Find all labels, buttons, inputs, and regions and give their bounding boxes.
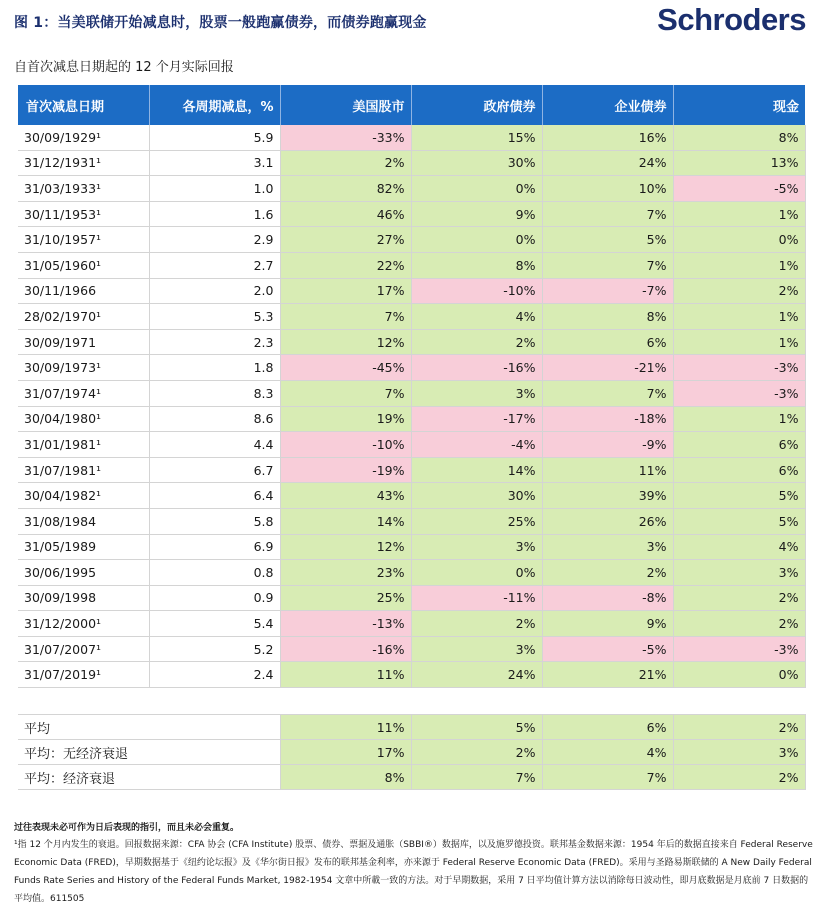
- table-row: [18, 252, 805, 278]
- govt-bonds-cell: 3%: [411, 534, 542, 560]
- table-row: [18, 380, 805, 406]
- past-performance-note: 过往表现未必可作为日后表现的指引，而且未必会重复。: [14, 823, 240, 833]
- cut-date-cell: 31/07/1981¹: [18, 457, 149, 483]
- corp-bonds-cell: 7%: [542, 252, 673, 278]
- corp-bonds-cell: -5%: [542, 636, 673, 662]
- table-row: [18, 636, 805, 662]
- cut-percent-cell: 5.4: [149, 611, 280, 637]
- returns-table: [18, 85, 806, 790]
- table-row: [18, 483, 805, 509]
- header-us-equities: 美国股市: [280, 85, 411, 125]
- corp-bonds-cell: -9%: [542, 432, 673, 458]
- corp-bonds-cell: 9%: [542, 611, 673, 637]
- avg-govt-bonds-cell: 2%: [411, 740, 542, 765]
- cash-cell: 0%: [673, 227, 805, 253]
- cut-percent-cell: 3.1: [149, 150, 280, 176]
- cut-percent-cell: 6.7: [149, 457, 280, 483]
- cash-cell: 2%: [673, 611, 805, 637]
- cash-cell: -3%: [673, 355, 805, 381]
- cash-cell: -3%: [673, 380, 805, 406]
- govt-bonds-cell: -4%: [411, 432, 542, 458]
- avg-us-equities-cell: 8%: [280, 765, 411, 790]
- cut-date-cell: 31/05/1960¹: [18, 252, 149, 278]
- cut-date-cell: 30/11/1953¹: [18, 201, 149, 227]
- us-equities-cell: -33%: [280, 125, 411, 150]
- cut-percent-cell: 2.4: [149, 662, 280, 688]
- table-row: [18, 611, 805, 637]
- govt-bonds-cell: -17%: [411, 406, 542, 432]
- average-label: 平均：无经济衰退: [18, 740, 280, 765]
- cut-percent-cell: 2.0: [149, 278, 280, 304]
- us-equities-cell: 19%: [280, 406, 411, 432]
- average-label: 平均：经济衰退: [18, 765, 280, 790]
- govt-bonds-cell: 24%: [411, 662, 542, 688]
- cut-date-cell: 31/05/1989: [18, 534, 149, 560]
- table-row: [18, 278, 805, 304]
- spacer-cell: [18, 688, 805, 715]
- spacer-row: [18, 688, 805, 715]
- cut-date-cell: 30/09/1929¹: [18, 125, 149, 150]
- cash-cell: 6%: [673, 457, 805, 483]
- corp-bonds-cell: 39%: [542, 483, 673, 509]
- corp-bonds-cell: -7%: [542, 278, 673, 304]
- cut-date-cell: 30/11/1966: [18, 278, 149, 304]
- us-equities-cell: 46%: [280, 201, 411, 227]
- avg-us-equities-cell: 11%: [280, 715, 411, 740]
- cut-date-cell: 31/10/1957¹: [18, 227, 149, 253]
- corp-bonds-cell: 2%: [542, 560, 673, 586]
- us-equities-cell: 25%: [280, 585, 411, 611]
- govt-bonds-cell: 2%: [411, 329, 542, 355]
- govt-bonds-cell: 30%: [411, 483, 542, 509]
- cut-percent-cell: 1.8: [149, 355, 280, 381]
- corp-bonds-cell: 24%: [542, 150, 673, 176]
- table-row: [18, 508, 805, 534]
- cut-percent-cell: 8.6: [149, 406, 280, 432]
- cash-cell: 4%: [673, 534, 805, 560]
- cut-date-cell: 30/09/1998: [18, 585, 149, 611]
- cash-cell: 5%: [673, 508, 805, 534]
- table-row: [18, 176, 805, 202]
- corp-bonds-cell: 16%: [542, 125, 673, 150]
- us-equities-cell: 22%: [280, 252, 411, 278]
- header-cash: 现金: [673, 85, 805, 125]
- us-equities-cell: 7%: [280, 380, 411, 406]
- cash-cell: 3%: [673, 560, 805, 586]
- avg-govt-bonds-cell: 5%: [411, 715, 542, 740]
- average-row: [18, 740, 805, 765]
- cut-percent-cell: 0.9: [149, 585, 280, 611]
- us-equities-cell: 43%: [280, 483, 411, 509]
- cut-percent-cell: 1.0: [149, 176, 280, 202]
- table-row: [18, 201, 805, 227]
- cash-cell: 6%: [673, 432, 805, 458]
- average-label: 平均: [18, 715, 280, 740]
- cut-date-cell: 28/02/1970¹: [18, 304, 149, 330]
- cut-percent-cell: 6.9: [149, 534, 280, 560]
- table-row: [18, 406, 805, 432]
- table-row: [18, 534, 805, 560]
- corp-bonds-cell: 21%: [542, 662, 673, 688]
- cut-date-cell: 31/03/1933¹: [18, 176, 149, 202]
- us-equities-cell: 23%: [280, 560, 411, 586]
- cut-date-cell: 30/09/1973¹: [18, 355, 149, 381]
- cut-date-cell: 30/06/1995: [18, 560, 149, 586]
- cut-percent-cell: 5.2: [149, 636, 280, 662]
- avg-corp-bonds-cell: 7%: [542, 765, 673, 790]
- table-row: [18, 457, 805, 483]
- table-header-row: [18, 85, 805, 125]
- us-equities-cell: 14%: [280, 508, 411, 534]
- govt-bonds-cell: 0%: [411, 227, 542, 253]
- cut-percent-cell: 2.3: [149, 329, 280, 355]
- govt-bonds-cell: 0%: [411, 560, 542, 586]
- cut-percent-cell: 8.3: [149, 380, 280, 406]
- govt-bonds-cell: 30%: [411, 150, 542, 176]
- corp-bonds-cell: -18%: [542, 406, 673, 432]
- table-row: [18, 227, 805, 253]
- avg-corp-bonds-cell: 4%: [542, 740, 673, 765]
- corp-bonds-cell: 5%: [542, 227, 673, 253]
- table-row: [18, 304, 805, 330]
- table-row: [18, 150, 805, 176]
- us-equities-cell: -45%: [280, 355, 411, 381]
- us-equities-cell: 11%: [280, 662, 411, 688]
- corp-bonds-cell: 7%: [542, 380, 673, 406]
- header-first-cut-date: 首次减息日期: [18, 85, 149, 125]
- figure-title: 图 1：当美联储开始减息时，股票一般跑赢债券，而债券跑赢现金: [14, 15, 427, 31]
- cut-date-cell: 31/12/1931¹: [18, 150, 149, 176]
- cash-cell: 1%: [673, 406, 805, 432]
- table-row: [18, 432, 805, 458]
- us-equities-cell: -13%: [280, 611, 411, 637]
- source-footnote: ¹指 12 个月内发生的衰退。回报数据来源：CFA 协会 (CFA Institute) 股票、债券、票据及通胀（SBBI®）数据库，以及施罗德投资。联邦基金数据来源：1954 年后的数据直接来自 Federal Reserve Economic Data (FRED)，早期数据基于《纽约论坛报》及《华尔街日报》发布的联邦基金利率，亦来源于 Federal Reserve Economic Data (FRED)。采用与圣路易斯联储的 A New Daily Federal Funds Rate Series and History of the Federal Funds Market, 1982-1954 文章中所載一致的方法。对于早期数据，采用 7 日平均值计算方法以消除每日波动性，即月底数据是月底前 7 日数据的平均值。611505: [14, 840, 813, 904]
- table-subtitle: 自首次减息日期起的 12 个月实际回报: [14, 60, 234, 75]
- table-row: [18, 662, 805, 688]
- header-corp-bonds: 企业债券: [542, 85, 673, 125]
- cut-date-cell: 31/08/1984: [18, 508, 149, 534]
- average-row: [18, 765, 805, 790]
- govt-bonds-cell: -11%: [411, 585, 542, 611]
- average-row: [18, 715, 805, 740]
- cash-cell: 8%: [673, 125, 805, 150]
- govt-bonds-cell: -10%: [411, 278, 542, 304]
- cut-percent-cell: 2.7: [149, 252, 280, 278]
- corp-bonds-cell: 11%: [542, 457, 673, 483]
- us-equities-cell: 12%: [280, 329, 411, 355]
- table-row: [18, 329, 805, 355]
- corp-bonds-cell: -8%: [542, 585, 673, 611]
- cash-cell: 1%: [673, 201, 805, 227]
- govt-bonds-cell: 3%: [411, 636, 542, 662]
- cut-percent-cell: 6.4: [149, 483, 280, 509]
- corp-bonds-cell: 26%: [542, 508, 673, 534]
- us-equities-cell: 7%: [280, 304, 411, 330]
- table-row: [18, 355, 805, 381]
- table-row: [18, 125, 805, 150]
- cut-date-cell: 31/07/1974¹: [18, 380, 149, 406]
- schroders-logo: Schroders: [657, 2, 806, 37]
- corp-bonds-cell: 8%: [542, 304, 673, 330]
- cut-date-cell: 30/04/1980¹: [18, 406, 149, 432]
- cut-date-cell: 30/09/1971: [18, 329, 149, 355]
- corp-bonds-cell: 3%: [542, 534, 673, 560]
- govt-bonds-cell: 8%: [411, 252, 542, 278]
- avg-cash-cell: 2%: [673, 765, 805, 790]
- cut-percent-cell: 1.6: [149, 201, 280, 227]
- cash-cell: 2%: [673, 585, 805, 611]
- govt-bonds-cell: 14%: [411, 457, 542, 483]
- us-equities-cell: 17%: [280, 278, 411, 304]
- cash-cell: 1%: [673, 329, 805, 355]
- us-equities-cell: 2%: [280, 150, 411, 176]
- cut-date-cell: 31/12/2000¹: [18, 611, 149, 637]
- cut-percent-cell: 4.4: [149, 432, 280, 458]
- cut-percent-cell: 2.9: [149, 227, 280, 253]
- avg-cash-cell: 2%: [673, 715, 805, 740]
- govt-bonds-cell: 4%: [411, 304, 542, 330]
- avg-govt-bonds-cell: 7%: [411, 765, 542, 790]
- cash-cell: 13%: [673, 150, 805, 176]
- avg-corp-bonds-cell: 6%: [542, 715, 673, 740]
- govt-bonds-cell: 3%: [411, 380, 542, 406]
- cash-cell: 1%: [673, 252, 805, 278]
- header-cut-percent: 各周期减息，%: [149, 85, 280, 125]
- cash-cell: 2%: [673, 278, 805, 304]
- us-equities-cell: 27%: [280, 227, 411, 253]
- corp-bonds-cell: 6%: [542, 329, 673, 355]
- avg-cash-cell: 3%: [673, 740, 805, 765]
- govt-bonds-cell: 25%: [411, 508, 542, 534]
- cut-date-cell: 31/01/1981¹: [18, 432, 149, 458]
- cut-percent-cell: 5.9: [149, 125, 280, 150]
- govt-bonds-cell: 9%: [411, 201, 542, 227]
- cut-date-cell: 31/07/2019¹: [18, 662, 149, 688]
- corp-bonds-cell: -21%: [542, 355, 673, 381]
- us-equities-cell: 12%: [280, 534, 411, 560]
- us-equities-cell: 82%: [280, 176, 411, 202]
- cut-percent-cell: 5.8: [149, 508, 280, 534]
- cash-cell: 5%: [673, 483, 805, 509]
- cash-cell: 1%: [673, 304, 805, 330]
- corp-bonds-cell: 10%: [542, 176, 673, 202]
- cut-percent-cell: 0.8: [149, 560, 280, 586]
- us-equities-cell: -10%: [280, 432, 411, 458]
- cash-cell: 0%: [673, 662, 805, 688]
- cut-date-cell: 31/07/2007¹: [18, 636, 149, 662]
- govt-bonds-cell: 2%: [411, 611, 542, 637]
- cut-percent-cell: 5.3: [149, 304, 280, 330]
- govt-bonds-cell: 0%: [411, 176, 542, 202]
- header-govt-bonds: 政府债券: [411, 85, 542, 125]
- table-row: [18, 560, 805, 586]
- cash-cell: -5%: [673, 176, 805, 202]
- table-body: [18, 125, 805, 790]
- corp-bonds-cell: 7%: [542, 201, 673, 227]
- table-row: [18, 585, 805, 611]
- govt-bonds-cell: -16%: [411, 355, 542, 381]
- cut-date-cell: 30/04/1982¹: [18, 483, 149, 509]
- us-equities-cell: -19%: [280, 457, 411, 483]
- govt-bonds-cell: 15%: [411, 125, 542, 150]
- avg-us-equities-cell: 17%: [280, 740, 411, 765]
- cash-cell: -3%: [673, 636, 805, 662]
- us-equities-cell: -16%: [280, 636, 411, 662]
